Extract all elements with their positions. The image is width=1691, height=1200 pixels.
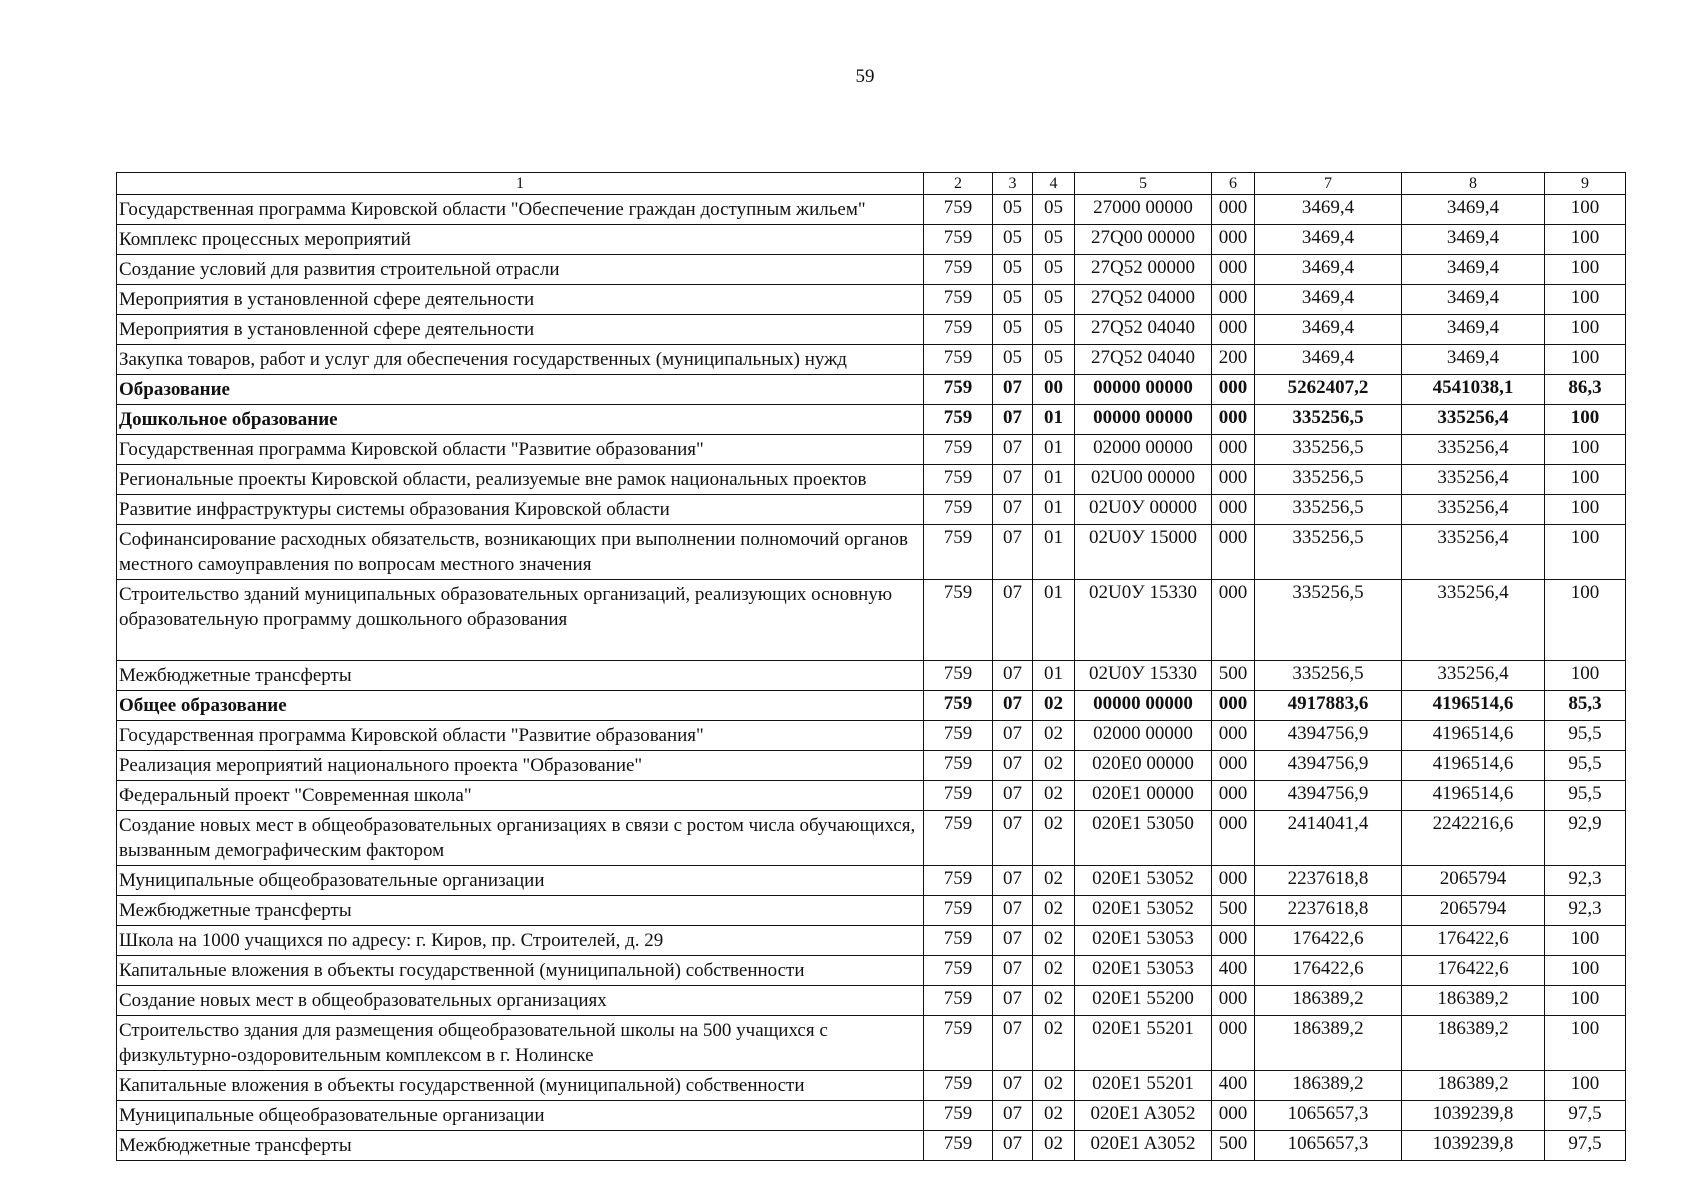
row-name-cell: Мероприятия в установленной сфере деятельности bbox=[117, 285, 924, 315]
section-code-cell: 07 bbox=[993, 721, 1033, 751]
column-header-8: 8 bbox=[1402, 173, 1545, 195]
execution-percent-cell: 86,3 bbox=[1545, 375, 1626, 405]
subsection-code-cell: 02 bbox=[1033, 1131, 1075, 1161]
ministry-code-cell: 759 bbox=[924, 580, 993, 661]
target-article-code-cell: 020E1 55201 bbox=[1075, 1016, 1212, 1071]
executed-amount-cell: 335256,4 bbox=[1402, 465, 1545, 495]
row-name-cell: Строительство здания для размещения общеобразовательной школы на 500 учащихся с физкультурно-оздоровительным комплексом в г. Нолинске bbox=[117, 1016, 924, 1071]
target-article-code-cell: 020E1 55201 bbox=[1075, 1071, 1212, 1101]
table-header-row bbox=[117, 173, 1626, 195]
target-article-code-cell: 020E1 53053 bbox=[1075, 956, 1212, 986]
table-row bbox=[117, 721, 1626, 751]
planned-amount-cell: 3469,4 bbox=[1255, 255, 1402, 285]
planned-amount-cell: 1065657,3 bbox=[1255, 1131, 1402, 1161]
ministry-code-cell: 759 bbox=[924, 781, 993, 811]
table-body bbox=[117, 195, 1626, 1161]
section-code-cell: 07 bbox=[993, 465, 1033, 495]
expense-type-code-cell: 000 bbox=[1212, 691, 1255, 721]
section-code-cell: 05 bbox=[993, 315, 1033, 345]
expense-type-code-cell: 000 bbox=[1212, 375, 1255, 405]
column-header-9: 9 bbox=[1545, 173, 1626, 195]
executed-amount-cell: 176422,6 bbox=[1402, 926, 1545, 956]
target-article-code-cell: 020E1 55200 bbox=[1075, 986, 1212, 1016]
executed-amount-cell: 335256,4 bbox=[1402, 525, 1545, 580]
ministry-code-cell: 759 bbox=[924, 255, 993, 285]
target-article-code-cell: 02000 00000 bbox=[1075, 435, 1212, 465]
table-row bbox=[117, 580, 1626, 661]
ministry-code-cell: 759 bbox=[924, 315, 993, 345]
ministry-code-cell: 759 bbox=[924, 956, 993, 986]
expense-type-code-cell: 000 bbox=[1212, 721, 1255, 751]
planned-amount-cell: 335256,5 bbox=[1255, 495, 1402, 525]
column-header-7: 7 bbox=[1255, 173, 1402, 195]
ministry-code-cell: 759 bbox=[924, 345, 993, 375]
execution-percent-cell: 100 bbox=[1545, 345, 1626, 375]
ministry-code-cell: 759 bbox=[924, 225, 993, 255]
budget-table bbox=[116, 172, 1626, 1161]
table-row bbox=[117, 896, 1626, 926]
table-row bbox=[117, 1016, 1626, 1071]
subsection-code-cell: 02 bbox=[1033, 986, 1075, 1016]
target-article-code-cell: 020E1 A3052 bbox=[1075, 1131, 1212, 1161]
expense-type-code-cell: 000 bbox=[1212, 866, 1255, 896]
subsection-code-cell: 02 bbox=[1033, 926, 1075, 956]
target-article-code-cell: 00000 00000 bbox=[1075, 691, 1212, 721]
ministry-code-cell: 759 bbox=[924, 721, 993, 751]
executed-amount-cell: 335256,4 bbox=[1402, 495, 1545, 525]
expense-type-code-cell: 500 bbox=[1212, 1131, 1255, 1161]
row-name-cell: Капитальные вложения в объекты государственной (муниципальной) собственности bbox=[117, 1071, 924, 1101]
execution-percent-cell: 100 bbox=[1545, 195, 1626, 225]
table-row bbox=[117, 866, 1626, 896]
executed-amount-cell: 2242216,6 bbox=[1402, 811, 1545, 866]
planned-amount-cell: 186389,2 bbox=[1255, 1071, 1402, 1101]
subsection-code-cell: 02 bbox=[1033, 896, 1075, 926]
column-header-5: 5 bbox=[1075, 173, 1212, 195]
target-article-code-cell: 00000 00000 bbox=[1075, 405, 1212, 435]
target-article-code-cell: 27Q00 00000 bbox=[1075, 225, 1212, 255]
section-code-cell: 07 bbox=[993, 435, 1033, 465]
table-row bbox=[117, 375, 1626, 405]
expense-type-code-cell: 000 bbox=[1212, 580, 1255, 661]
section-code-cell: 07 bbox=[993, 1131, 1033, 1161]
execution-percent-cell: 100 bbox=[1545, 285, 1626, 315]
column-header-6: 6 bbox=[1212, 173, 1255, 195]
planned-amount-cell: 4394756,9 bbox=[1255, 721, 1402, 751]
executed-amount-cell: 176422,6 bbox=[1402, 956, 1545, 986]
subsection-code-cell: 02 bbox=[1033, 1071, 1075, 1101]
ministry-code-cell: 759 bbox=[924, 1016, 993, 1071]
planned-amount-cell: 4917883,6 bbox=[1255, 691, 1402, 721]
section-code-cell: 07 bbox=[993, 751, 1033, 781]
execution-percent-cell: 85,3 bbox=[1545, 691, 1626, 721]
section-code-cell: 07 bbox=[993, 781, 1033, 811]
section-code-cell: 05 bbox=[993, 195, 1033, 225]
planned-amount-cell: 2414041,4 bbox=[1255, 811, 1402, 866]
subsection-code-cell: 01 bbox=[1033, 465, 1075, 495]
section-code-cell: 07 bbox=[993, 525, 1033, 580]
table-row bbox=[117, 956, 1626, 986]
executed-amount-cell: 186389,2 bbox=[1402, 1016, 1545, 1071]
ministry-code-cell: 759 bbox=[924, 495, 993, 525]
target-article-code-cell: 27Q52 04000 bbox=[1075, 285, 1212, 315]
section-code-cell: 07 bbox=[993, 661, 1033, 691]
planned-amount-cell: 3469,4 bbox=[1255, 285, 1402, 315]
subsection-code-cell: 02 bbox=[1033, 811, 1075, 866]
planned-amount-cell: 186389,2 bbox=[1255, 1016, 1402, 1071]
subsection-code-cell: 05 bbox=[1033, 195, 1075, 225]
execution-percent-cell: 92,3 bbox=[1545, 866, 1626, 896]
planned-amount-cell: 335256,5 bbox=[1255, 465, 1402, 495]
planned-amount-cell: 335256,5 bbox=[1255, 405, 1402, 435]
table-row bbox=[117, 1101, 1626, 1131]
section-code-cell: 07 bbox=[993, 866, 1033, 896]
ministry-code-cell: 759 bbox=[924, 465, 993, 495]
row-name-cell: Мероприятия в установленной сфере деятельности bbox=[117, 315, 924, 345]
target-article-code-cell: 02U00 00000 bbox=[1075, 465, 1212, 495]
executed-amount-cell: 335256,4 bbox=[1402, 580, 1545, 661]
subsection-code-cell: 02 bbox=[1033, 781, 1075, 811]
row-name-cell: Межбюджетные трансферты bbox=[117, 661, 924, 691]
target-article-code-cell: 020E1 53053 bbox=[1075, 926, 1212, 956]
executed-amount-cell: 186389,2 bbox=[1402, 1071, 1545, 1101]
executed-amount-cell: 4196514,6 bbox=[1402, 691, 1545, 721]
section-code-cell: 07 bbox=[993, 1101, 1033, 1131]
executed-amount-cell: 3469,4 bbox=[1402, 315, 1545, 345]
subsection-code-cell: 02 bbox=[1033, 1016, 1075, 1071]
ministry-code-cell: 759 bbox=[924, 691, 993, 721]
executed-amount-cell: 4196514,6 bbox=[1402, 781, 1545, 811]
column-header-4: 4 bbox=[1033, 173, 1075, 195]
ministry-code-cell: 759 bbox=[924, 661, 993, 691]
execution-percent-cell: 100 bbox=[1545, 525, 1626, 580]
executed-amount-cell: 3469,4 bbox=[1402, 255, 1545, 285]
expense-type-code-cell: 000 bbox=[1212, 525, 1255, 580]
executed-amount-cell: 4196514,6 bbox=[1402, 721, 1545, 751]
section-code-cell: 05 bbox=[993, 225, 1033, 255]
column-header-3: 3 bbox=[993, 173, 1033, 195]
expense-type-code-cell: 000 bbox=[1212, 811, 1255, 866]
ministry-code-cell: 759 bbox=[924, 285, 993, 315]
subsection-code-cell: 05 bbox=[1033, 225, 1075, 255]
expense-type-code-cell: 000 bbox=[1212, 225, 1255, 255]
subsection-code-cell: 05 bbox=[1033, 285, 1075, 315]
table-row bbox=[117, 986, 1626, 1016]
column-header-2: 2 bbox=[924, 173, 993, 195]
section-code-cell: 07 bbox=[993, 405, 1033, 435]
section-code-cell: 07 bbox=[993, 1071, 1033, 1101]
expense-type-code-cell: 000 bbox=[1212, 495, 1255, 525]
subsection-code-cell: 02 bbox=[1033, 956, 1075, 986]
ministry-code-cell: 759 bbox=[924, 525, 993, 580]
row-name-cell: Муниципальные общеобразовательные организации bbox=[117, 1101, 924, 1131]
table-row bbox=[117, 926, 1626, 956]
planned-amount-cell: 176422,6 bbox=[1255, 926, 1402, 956]
target-article-code-cell: 02U0У 15000 bbox=[1075, 525, 1212, 580]
expense-type-code-cell: 000 bbox=[1212, 435, 1255, 465]
target-article-code-cell: 27Q52 04040 bbox=[1075, 345, 1212, 375]
table-row bbox=[117, 315, 1626, 345]
planned-amount-cell: 3469,4 bbox=[1255, 195, 1402, 225]
row-name-cell: Межбюджетные трансферты bbox=[117, 1131, 924, 1161]
subsection-code-cell: 02 bbox=[1033, 721, 1075, 751]
ministry-code-cell: 759 bbox=[924, 1101, 993, 1131]
page-number: 59 bbox=[855, 66, 875, 87]
expense-type-code-cell: 500 bbox=[1212, 661, 1255, 691]
section-code-cell: 05 bbox=[993, 255, 1033, 285]
row-name-cell: Комплекс процессных мероприятий bbox=[117, 225, 924, 255]
expense-type-code-cell: 000 bbox=[1212, 1101, 1255, 1131]
expense-type-code-cell: 000 bbox=[1212, 751, 1255, 781]
section-code-cell: 07 bbox=[993, 691, 1033, 721]
ministry-code-cell: 759 bbox=[924, 751, 993, 781]
execution-percent-cell: 100 bbox=[1545, 986, 1626, 1016]
executed-amount-cell: 2065794 bbox=[1402, 896, 1545, 926]
target-article-code-cell: 27Q52 00000 bbox=[1075, 255, 1212, 285]
planned-amount-cell: 4394756,9 bbox=[1255, 751, 1402, 781]
row-name-cell: Реализация мероприятий национального проекта "Образование" bbox=[117, 751, 924, 781]
subsection-code-cell: 01 bbox=[1033, 525, 1075, 580]
row-name-cell: Дошкольное образование bbox=[117, 405, 924, 435]
ministry-code-cell: 759 bbox=[924, 866, 993, 896]
section-code-cell: 07 bbox=[993, 811, 1033, 866]
row-name-cell: Федеральный проект "Современная школа" bbox=[117, 781, 924, 811]
execution-percent-cell: 100 bbox=[1545, 661, 1626, 691]
ministry-code-cell: 759 bbox=[924, 811, 993, 866]
expense-type-code-cell: 000 bbox=[1212, 781, 1255, 811]
table-row bbox=[117, 781, 1626, 811]
expense-type-code-cell: 000 bbox=[1212, 405, 1255, 435]
row-name-cell: Межбюджетные трансферты bbox=[117, 896, 924, 926]
row-name-cell: Закупка товаров, работ и услуг для обеспечения государственных (муниципальных) нужд bbox=[117, 345, 924, 375]
execution-percent-cell: 95,5 bbox=[1545, 721, 1626, 751]
table-row bbox=[117, 285, 1626, 315]
section-code-cell: 07 bbox=[993, 1016, 1033, 1071]
expense-type-code-cell: 000 bbox=[1212, 195, 1255, 225]
target-article-code-cell: 020E0 00000 bbox=[1075, 751, 1212, 781]
subsection-code-cell: 01 bbox=[1033, 661, 1075, 691]
target-article-code-cell: 02000 00000 bbox=[1075, 721, 1212, 751]
row-name-cell: Софинансирование расходных обязательств, возникающих при выполнении полномочий органов местного самоуправления по вопросам местного значения bbox=[117, 525, 924, 580]
table-row bbox=[117, 225, 1626, 255]
target-article-code-cell: 020E1 53052 bbox=[1075, 896, 1212, 926]
execution-percent-cell: 100 bbox=[1545, 435, 1626, 465]
executed-amount-cell: 3469,4 bbox=[1402, 195, 1545, 225]
planned-amount-cell: 3469,4 bbox=[1255, 345, 1402, 375]
row-name-cell: Муниципальные общеобразовательные организации bbox=[117, 866, 924, 896]
section-code-cell: 07 bbox=[993, 495, 1033, 525]
expense-type-code-cell: 000 bbox=[1212, 1016, 1255, 1071]
subsection-code-cell: 01 bbox=[1033, 580, 1075, 661]
target-article-code-cell: 02U0У 00000 bbox=[1075, 495, 1212, 525]
subsection-code-cell: 02 bbox=[1033, 691, 1075, 721]
planned-amount-cell: 3469,4 bbox=[1255, 225, 1402, 255]
ministry-code-cell: 759 bbox=[924, 986, 993, 1016]
subsection-code-cell: 00 bbox=[1033, 375, 1075, 405]
execution-percent-cell: 100 bbox=[1545, 956, 1626, 986]
executed-amount-cell: 2065794 bbox=[1402, 866, 1545, 896]
expense-type-code-cell: 400 bbox=[1212, 956, 1255, 986]
row-name-cell: Школа на 1000 учащихся по адресу: г. Киров, пр. Строителей, д. 29 bbox=[117, 926, 924, 956]
expense-type-code-cell: 500 bbox=[1212, 896, 1255, 926]
planned-amount-cell: 335256,5 bbox=[1255, 580, 1402, 661]
execution-percent-cell: 100 bbox=[1545, 926, 1626, 956]
table-row bbox=[117, 405, 1626, 435]
executed-amount-cell: 3469,4 bbox=[1402, 225, 1545, 255]
executed-amount-cell: 4541038,1 bbox=[1402, 375, 1545, 405]
expense-type-code-cell: 000 bbox=[1212, 926, 1255, 956]
expense-type-code-cell: 000 bbox=[1212, 255, 1255, 285]
subsection-code-cell: 05 bbox=[1033, 345, 1075, 375]
target-article-code-cell: 020E1 A3052 bbox=[1075, 1101, 1212, 1131]
planned-amount-cell: 1065657,3 bbox=[1255, 1101, 1402, 1131]
executed-amount-cell: 1039239,8 bbox=[1402, 1131, 1545, 1161]
execution-percent-cell: 97,5 bbox=[1545, 1131, 1626, 1161]
section-code-cell: 05 bbox=[993, 285, 1033, 315]
planned-amount-cell: 4394756,9 bbox=[1255, 781, 1402, 811]
planned-amount-cell: 2237618,8 bbox=[1255, 896, 1402, 926]
ministry-code-cell: 759 bbox=[924, 435, 993, 465]
expense-type-code-cell: 400 bbox=[1212, 1071, 1255, 1101]
subsection-code-cell: 05 bbox=[1033, 255, 1075, 285]
subsection-code-cell: 02 bbox=[1033, 1101, 1075, 1131]
row-name-cell: Создание новых мест в общеобразовательных организациях в связи с ростом числа обучающихся, вызванным демографическим фактором bbox=[117, 811, 924, 866]
table-row bbox=[117, 661, 1626, 691]
target-article-code-cell: 020E1 53050 bbox=[1075, 811, 1212, 866]
subsection-code-cell: 02 bbox=[1033, 751, 1075, 781]
execution-percent-cell: 100 bbox=[1545, 1016, 1626, 1071]
subsection-code-cell: 05 bbox=[1033, 315, 1075, 345]
section-code-cell: 05 bbox=[993, 345, 1033, 375]
section-code-cell: 07 bbox=[993, 896, 1033, 926]
expense-type-code-cell: 000 bbox=[1212, 465, 1255, 495]
section-code-cell: 07 bbox=[993, 986, 1033, 1016]
row-name-cell: Капитальные вложения в объекты государственной (муниципальной) собственности bbox=[117, 956, 924, 986]
table-row bbox=[117, 751, 1626, 781]
target-article-code-cell: 27000 00000 bbox=[1075, 195, 1212, 225]
row-name-cell: Создание новых мест в общеобразовательных организациях bbox=[117, 986, 924, 1016]
table-row bbox=[117, 345, 1626, 375]
row-name-cell: Общее образование bbox=[117, 691, 924, 721]
ministry-code-cell: 759 bbox=[924, 926, 993, 956]
execution-percent-cell: 100 bbox=[1545, 580, 1626, 661]
execution-percent-cell: 100 bbox=[1545, 315, 1626, 345]
target-article-code-cell: 02U0У 15330 bbox=[1075, 661, 1212, 691]
table-row bbox=[117, 195, 1626, 225]
table-row bbox=[117, 435, 1626, 465]
executed-amount-cell: 3469,4 bbox=[1402, 285, 1545, 315]
execution-percent-cell: 100 bbox=[1545, 225, 1626, 255]
execution-percent-cell: 100 bbox=[1545, 1071, 1626, 1101]
table-row bbox=[117, 1071, 1626, 1101]
planned-amount-cell: 186389,2 bbox=[1255, 986, 1402, 1016]
planned-amount-cell: 176422,6 bbox=[1255, 956, 1402, 986]
table-row bbox=[117, 495, 1626, 525]
execution-percent-cell: 100 bbox=[1545, 495, 1626, 525]
column-header-1: 1 bbox=[117, 173, 924, 195]
section-code-cell: 07 bbox=[993, 926, 1033, 956]
section-code-cell: 07 bbox=[993, 956, 1033, 986]
expense-type-code-cell: 200 bbox=[1212, 345, 1255, 375]
subsection-code-cell: 02 bbox=[1033, 866, 1075, 896]
row-name-cell: Образование bbox=[117, 375, 924, 405]
table-row bbox=[117, 255, 1626, 285]
ministry-code-cell: 759 bbox=[924, 1071, 993, 1101]
planned-amount-cell: 2237618,8 bbox=[1255, 866, 1402, 896]
target-article-code-cell: 020E1 53052 bbox=[1075, 866, 1212, 896]
execution-percent-cell: 97,5 bbox=[1545, 1101, 1626, 1131]
execution-percent-cell: 92,3 bbox=[1545, 896, 1626, 926]
expense-type-code-cell: 000 bbox=[1212, 285, 1255, 315]
executed-amount-cell: 186389,2 bbox=[1402, 986, 1545, 1016]
planned-amount-cell: 335256,5 bbox=[1255, 435, 1402, 465]
executed-amount-cell: 3469,4 bbox=[1402, 345, 1545, 375]
execution-percent-cell: 95,5 bbox=[1545, 751, 1626, 781]
row-name-cell: Развитие инфраструктуры системы образования Кировской области bbox=[117, 495, 924, 525]
target-article-code-cell: 00000 00000 bbox=[1075, 375, 1212, 405]
ministry-code-cell: 759 bbox=[924, 195, 993, 225]
subsection-code-cell: 01 bbox=[1033, 405, 1075, 435]
execution-percent-cell: 92,9 bbox=[1545, 811, 1626, 866]
row-name-cell: Государственная программа Кировской области "Обеспечение граждан доступным жильем" bbox=[117, 195, 924, 225]
row-name-cell: Государственная программа Кировской области "Развитие образования" bbox=[117, 721, 924, 751]
row-name-cell: Создание условий для развития строительной отрасли bbox=[117, 255, 924, 285]
expense-type-code-cell: 000 bbox=[1212, 986, 1255, 1016]
table-row bbox=[117, 811, 1626, 866]
planned-amount-cell: 335256,5 bbox=[1255, 661, 1402, 691]
planned-amount-cell: 3469,4 bbox=[1255, 315, 1402, 345]
table-row bbox=[117, 465, 1626, 495]
executed-amount-cell: 335256,4 bbox=[1402, 405, 1545, 435]
ministry-code-cell: 759 bbox=[924, 405, 993, 435]
ministry-code-cell: 759 bbox=[924, 896, 993, 926]
executed-amount-cell: 335256,4 bbox=[1402, 435, 1545, 465]
planned-amount-cell: 335256,5 bbox=[1255, 525, 1402, 580]
subsection-code-cell: 01 bbox=[1033, 435, 1075, 465]
executed-amount-cell: 1039239,8 bbox=[1402, 1101, 1545, 1131]
ministry-code-cell: 759 bbox=[924, 1131, 993, 1161]
subsection-code-cell: 01 bbox=[1033, 495, 1075, 525]
execution-percent-cell: 100 bbox=[1545, 405, 1626, 435]
table-row bbox=[117, 525, 1626, 580]
row-name-cell: Строительство зданий муниципальных образовательных организаций, реализующих основную образовательную программу дошкольного образования bbox=[117, 580, 924, 661]
target-article-code-cell: 27Q52 04040 bbox=[1075, 315, 1212, 345]
executed-amount-cell: 4196514,6 bbox=[1402, 751, 1545, 781]
section-code-cell: 07 bbox=[993, 375, 1033, 405]
table-row bbox=[117, 1131, 1626, 1161]
target-article-code-cell: 02U0У 15330 bbox=[1075, 580, 1212, 661]
table-row bbox=[117, 691, 1626, 721]
execution-percent-cell: 100 bbox=[1545, 255, 1626, 285]
executed-amount-cell: 335256,4 bbox=[1402, 661, 1545, 691]
row-name-cell: Государственная программа Кировской области "Развитие образования" bbox=[117, 435, 924, 465]
target-article-code-cell: 020E1 00000 bbox=[1075, 781, 1212, 811]
expense-type-code-cell: 000 bbox=[1212, 315, 1255, 345]
ministry-code-cell: 759 bbox=[924, 375, 993, 405]
planned-amount-cell: 5262407,2 bbox=[1255, 375, 1402, 405]
execution-percent-cell: 95,5 bbox=[1545, 781, 1626, 811]
section-code-cell: 07 bbox=[993, 580, 1033, 661]
row-name-cell: Региональные проекты Кировской области, реализуемые вне рамок национальных проектов bbox=[117, 465, 924, 495]
execution-percent-cell: 100 bbox=[1545, 465, 1626, 495]
